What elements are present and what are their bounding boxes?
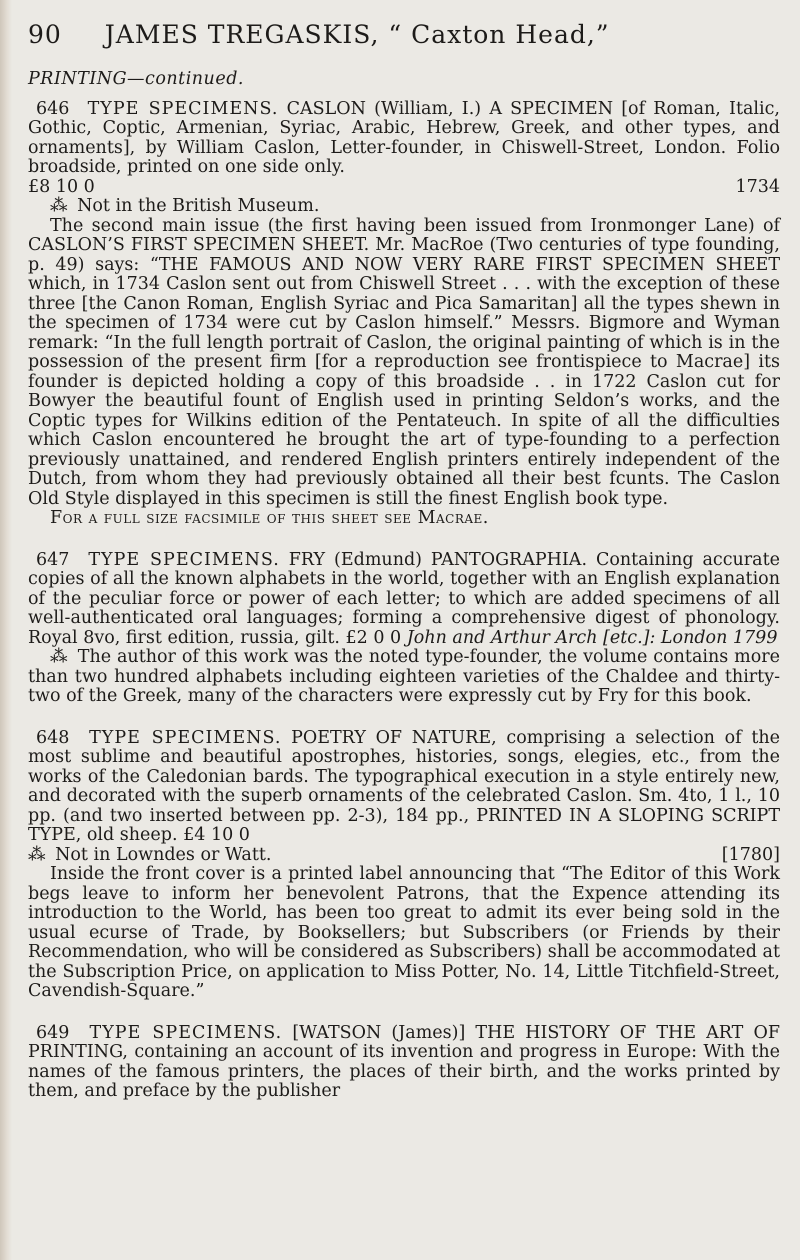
entry-heading: TYPE SPECIMENS. [89,1022,283,1043]
entry-commentary: The second main issue (the first having been issued from Ironmonger Lane) of CASLON’S FIRST SPECIMEN SHEET. Mr. MacRoe (Two centuries of type founding, p. 49) says: “THE FAMOUS AND NOW VERY RARE FIRST SPECIMEN SHEET which, in 1734 Caslon sent out from Chiswell Street . . . with the exception of these three [the Canon Roman, English Syriac and Pica Samaritan] all the types shewn in the specimen of 1734 were cut by Caslon himself.” Messrs. Bigmore and Wyman remark: “In the full length portrait of Caslon, the original painting of which is in the possession of the present firm [for a reproduction see frontispiece to Macrae] its founder is depicted holding a copy of this broadside . . in 1722 Caslon cut for Bowyer the beautiful fount of English used in printing Seldon’s works, and the Coptic types for Wilkins edition of the Pentateuch. In spite of all the difficulties which Caslon encountered he brought the art of type-founding to a perfection previously unattained, and rendered English printers entirely independent of the Dutch, from whom they had previously obtained all their best fcunts. The Caslon Old Style displayed in this specimen is still the finest English book type. [28,215,780,509]
asterism-icon: ⁂ [50,647,66,667]
asterism-icon: ⁂ [28,844,44,865]
entry-commentary: Inside the front cover is a printed label announcing that “The Editor of this Work begs leave to inform her benevolent Patrons, that the Expence attending its introduction to the World, has been too great to admit its ever being sold in the usual ecurse of Trade, by Booksellers; but Subscribers (or Friends by their Recommendation, who will be considered as Subscribers) shall be accommodated at the Subscription Price, on application to Miss Potter, No. 14, Little Titchfield-Street, Cavendish-Square.” [28,864,780,1001]
page-number: 90 [28,20,62,49]
entry-number: 646 [36,98,70,119]
entry-price: £2 0 0 [345,627,402,648]
entry-price: £8 10 0 [28,176,95,197]
entry-main [28,100,780,178]
entry-date: 1734 [735,176,780,197]
running-title: JAMES TREGASKIS, “ Caxton Head,” [104,20,610,49]
entry-price: £4 10 0 [183,825,250,845]
entry-main [28,551,780,649]
entry-number: 648 [36,727,70,748]
entry-description: FRY (Edmund) PANTOGRAPHIA. Containing accurate copies of all the known alphabets in the world, together with an English explanation of the peculiar force or power of each letter; to which are added specimens of all well-authenticated oral languages; forming a comprehensive digest of phonology. Royal 8vo, first edition, russia, gilt. [28,549,780,648]
entry-description: [WATSON (James)] THE HISTORY OF THE ART OF PRINTING, containing an account of its invention and progress in Europe: With the names of the famous printers, the places of their birth, and the works printed by them, and preface by the publisher [28,1022,780,1101]
entry-number: 649 [36,1022,70,1043]
entry-facsimile-note: For a full size facsimile of this sheet see Macrae. [50,508,489,528]
entry-imprint: John and Arthur Arch [etc.]: London 1799 [406,627,778,648]
page-edge-shadow [0,0,12,1260]
asterism-icon: ⁂ [50,196,66,216]
entry-note [28,197,780,217]
entry-description: CASLON (William, I.) A SPECIMEN [of Roman, Italic, Gothic, Coptic, Armenian, Syriac, Arabic, Hebrew, Greek, and other types, and ornaments], by William Caslon, Letter-founder, in Chiswell-Street, London. Folio broadside, printed on one side only. [28,98,780,177]
entry-main [28,1024,780,1102]
running-header [28,18,780,52]
catalogue-entry-648 [28,729,780,1002]
entry-date-line [28,846,780,866]
entry-note [28,648,780,707]
catalogue-entry-649 [28,1024,780,1102]
entry-number: 647 [36,549,70,570]
section-heading: PRINTING—continued. [28,69,244,89]
entry-heading: TYPE SPECIMENS. [88,549,280,570]
catalogue-entry-647 [28,551,780,707]
entry-heading: TYPE SPECIMENS. [89,727,282,748]
entry-note-text: Not in the British Museum. [77,196,320,216]
entry-note-text: The author of this work was the noted type-founder, the volume contains more than two hundred alphabets including eighteen varieties of the Chaldee and thirty-two of the Greek, many of the characters were expressly cut by Fry for this book. [28,647,780,706]
entry-main [28,729,780,846]
entry-note-text: Not in Lowndes or Watt. [55,844,272,865]
catalogue-text [28,70,780,1124]
entry-date: [1780] [721,844,780,865]
entry-price-line [28,178,780,198]
catalogue-entry-646 [28,100,780,529]
entry-description: POETRY OF NATURE, comprising a selection of the most sublime and beautiful apostrophes, histories, songs, elegies, etc., from the works of the Caledonian bards. The typographical execution in a style entirely new, and decorated with the superb ornaments of the celebrated Caslon. Sm. 4to, 1 l., 10 pp. (and two inserted between pp. 2-3), 184 pp., PRINTED IN A SLOPING SCRIPT TYPE, old sheep. [28,727,780,845]
entry-heading: TYPE SPECIMENS. [87,98,279,119]
